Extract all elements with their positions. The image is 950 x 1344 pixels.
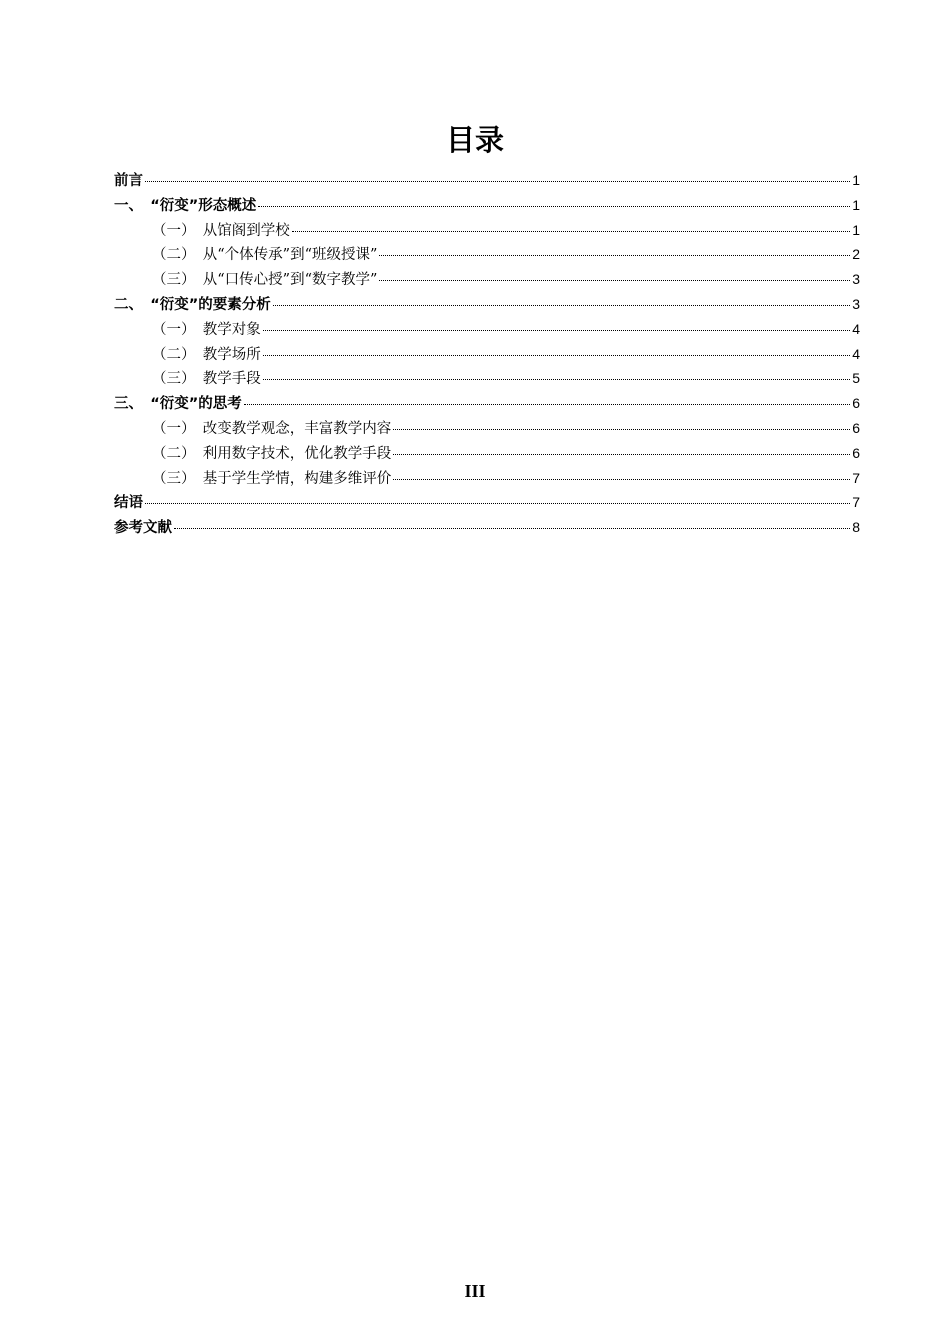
- dot-leader: [379, 255, 850, 256]
- toc-entry-section-1-2[interactable]: [114, 242, 860, 267]
- toc-entry-conclusion[interactable]: [114, 490, 860, 515]
- dot-leader: [393, 429, 850, 430]
- toc-entry-label: 二、 “衍变”的要素分析: [114, 296, 271, 313]
- toc-entry-label: （一） 从馆阁到学校: [152, 222, 290, 239]
- toc-entry-page: 7: [852, 469, 860, 486]
- dot-leader: [263, 355, 850, 356]
- dot-leader: [393, 454, 850, 455]
- toc-entry-page: 8: [852, 519, 860, 536]
- toc-entry-chapter-1[interactable]: [114, 193, 860, 218]
- toc-entry-section-3-2[interactable]: [114, 441, 860, 466]
- dot-leader: [379, 280, 850, 281]
- toc-entry-section-3-1[interactable]: [114, 416, 860, 441]
- toc-entry-chapter-2[interactable]: [114, 292, 860, 317]
- toc-entry-page: 6: [852, 444, 860, 461]
- toc-entry-page: 4: [852, 345, 860, 362]
- toc-entry-section-3-3[interactable]: [114, 466, 860, 491]
- dot-leader: [174, 528, 850, 529]
- dot-leader: [145, 503, 850, 504]
- toc-entry-section-2-3[interactable]: [114, 366, 860, 391]
- toc-entry-label: （三） 基于学生学情，构建多维评价: [152, 470, 392, 487]
- dot-leader: [263, 379, 850, 380]
- table-of-contents: [114, 168, 860, 540]
- toc-entry-page: 6: [852, 419, 860, 436]
- page-number: III: [464, 1281, 486, 1301]
- dot-leader: [244, 404, 850, 405]
- toc-entry-page: 1: [852, 221, 860, 238]
- toc-entry-page: 1: [852, 172, 860, 188]
- toc-entry-page: 1: [852, 196, 860, 213]
- toc-entry-page: 7: [852, 494, 860, 511]
- toc-entry-section-2-2[interactable]: [114, 342, 860, 367]
- dot-leader: [258, 206, 850, 207]
- toc-entry-references[interactable]: [114, 515, 860, 540]
- toc-entry-page: 5: [852, 370, 860, 387]
- toc-entry-label: 结语: [114, 495, 143, 512]
- dot-leader: [393, 479, 850, 480]
- toc-entry-label: （二） 利用数字技术，优化教学手段: [152, 445, 392, 462]
- toc-entry-label: 一、 “衍变”形态概述: [114, 197, 257, 214]
- toc-entry-section-2-1[interactable]: [114, 317, 860, 342]
- dot-leader: [292, 231, 850, 232]
- toc-entry-section-1-1[interactable]: [114, 218, 860, 243]
- toc-entry-page: 3: [852, 271, 860, 288]
- toc-entry-label: （二） 从“个体传承”到“班级授课”: [152, 247, 378, 264]
- toc-entry-label: （三） 教学手段: [152, 371, 261, 388]
- toc-entry-preface[interactable]: [114, 168, 860, 193]
- page-title: 目录: [445, 123, 504, 157]
- toc-entry-label: （一） 教学对象: [152, 321, 261, 338]
- dot-leader: [145, 181, 850, 182]
- toc-entry-page: 4: [852, 320, 860, 337]
- toc-entry-page: 2: [852, 246, 860, 263]
- toc-entry-page: 3: [852, 295, 860, 312]
- toc-entry-page: 6: [852, 395, 860, 412]
- dot-leader: [273, 305, 850, 306]
- dot-leader: [263, 330, 850, 331]
- toc-entry-label: （一） 改变教学观念，丰富教学内容: [152, 420, 392, 437]
- toc-entry-section-1-3[interactable]: [114, 267, 860, 292]
- toc-entry-label: （三） 从“口传心授”到“数字教学”: [152, 272, 378, 289]
- toc-entry-label: 参考文献: [114, 520, 172, 537]
- toc-entry-label: （二） 教学场所: [152, 346, 261, 363]
- toc-entry-chapter-3[interactable]: [114, 391, 860, 416]
- toc-entry-label: 三、 “衍变”的思考: [114, 396, 242, 413]
- toc-entry-label: 前言: [114, 173, 143, 189]
